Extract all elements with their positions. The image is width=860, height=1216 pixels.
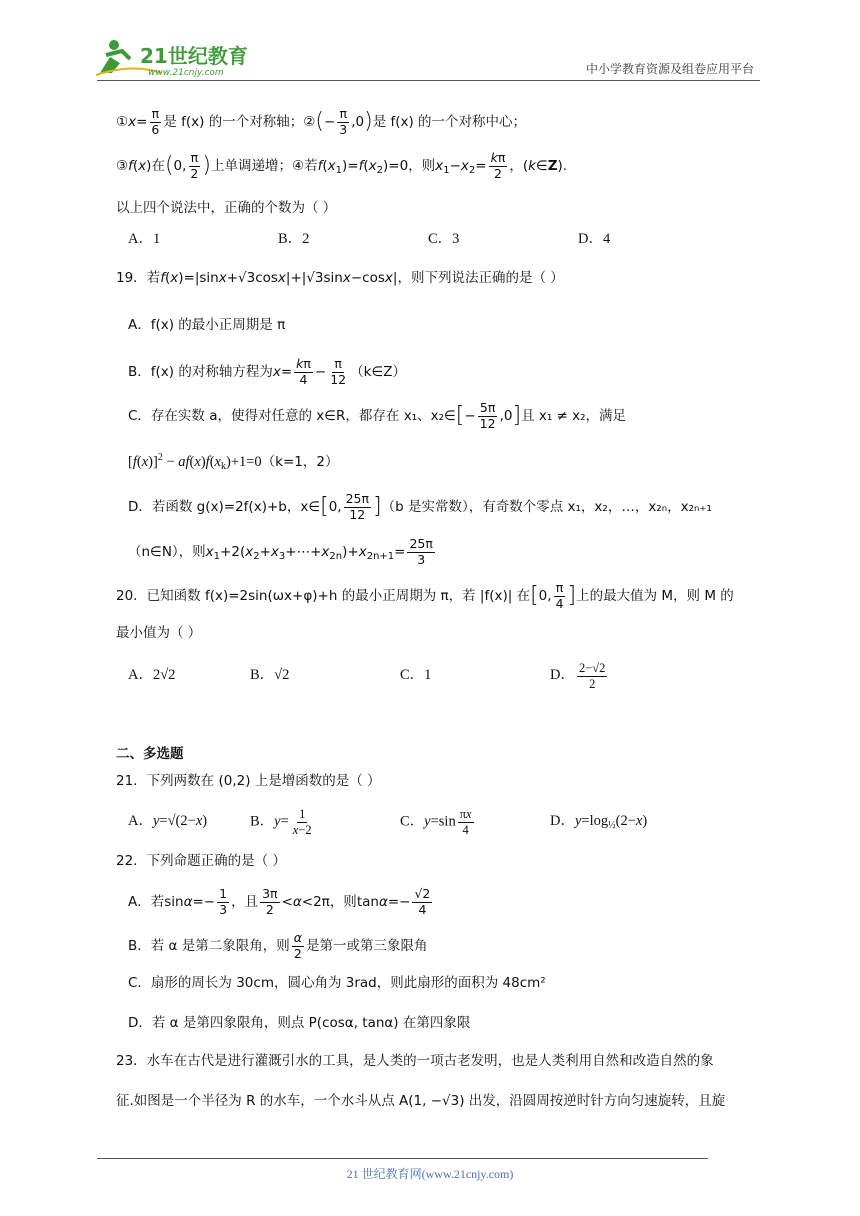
q18-options [128, 228, 728, 250]
q19-option-c[interactable]: C．存在实数 a，使得对任意的 x∈R，都存在 x₁、x₂∈[− $\frac{5\pi}{12}$ ,0]且 x₁ ≠ x₂，满足 [128, 400, 627, 431]
header-divider [97, 80, 760, 81]
logo-text: 21世纪教育 [140, 44, 248, 68]
q18-option-a[interactable]: A．1 [128, 231, 161, 247]
q22-option-b[interactable]: B．若 α 是第二象限角，则 $\frac{\alpha}{2}$ 是第一或第三象限角 [128, 930, 428, 961]
q22-option-c[interactable]: C．扇形的周长为 30cm，圆心角为 3rad，则此扇形的面积为 48cm² [128, 975, 546, 991]
q21-option-a[interactable]: A．y=√(2−x) [128, 813, 208, 830]
platform-title: 中小学教育资源及组卷应用平台 [585, 62, 754, 76]
q21-option-c[interactable]: C．y=sin $\frac{\pi x}{4}$ [400, 807, 472, 837]
q23-line-1: 23．水车在古代是进行灌溉引水的工具，是人类的一项古老发明，也是人类利用自然和改造自然的象 [116, 1053, 714, 1069]
q18-prompt: 以上四个说法中，正确的个数为（ ） [116, 200, 337, 216]
q19-option-a[interactable]: A．f(x) 的最小正周期是 π [128, 317, 286, 333]
logo [92, 33, 257, 77]
q21-option-b[interactable]: B．y= $\frac{1}{x-2}$ [250, 807, 312, 837]
q20-option-d[interactable]: D． $\frac{2-√2}{2}$ [550, 661, 606, 691]
q18-option-c[interactable]: C．3 [428, 231, 460, 247]
q19-option-c-equation: $[f(x)]^2 - af(x)f(x_k)+1=0(k=1$，2） [128, 452, 339, 472]
q18-statement-3: ③f(x)在(0, $\frac{\pi}{2}$ )上单调递增；④若$f(x_1)=f(x_2)=0$，则$x_1-x_2=$ $\frac{k\pi}{2}$ ，(k∈Z). [116, 150, 568, 181]
q18-statement-1: ①x= $\frac{\pi}{6}$ 是 f(x) 的一个对称轴；②(− $\frac{\pi}{3}$ ,0)是 f(x) 的一个对称中心； [116, 106, 527, 137]
q19-option-d-cont: （n∈N），则$x_1+2(x_2+x_3+\cdots+x_{2n})+x_{2n+1}=$ $\frac{25\pi}{3}$ [128, 536, 433, 567]
footer-divider [97, 1158, 708, 1159]
q20-option-a[interactable]: A．2√2 [128, 667, 176, 684]
logo-url: www.21cnjy.com [148, 68, 224, 77]
q23-line-2: 征.如图是一个半径为 R 的水车，一个水斗从点 A(1, −√3) 出发，沿圆周按逆时针方向匀速旋转，且旋 [116, 1093, 726, 1109]
q19-stem: 19．若f(x)=|sinx+√3cosx|+|√3sinx−cosx|，则下列说法正确的是（ ） [116, 270, 564, 286]
q19-option-d[interactable]: D．若函数 g(x)=2f(x)+b，x∈[0, $\frac{25\pi}{12}$ ]（b 是实常数），有奇数个零点 x₁，x₂，…，x₂ₙ，x₂ₙ₊₁ [128, 491, 712, 522]
q19-option-b[interactable]: B．f(x) 的对称轴方程为x= $\frac{k\pi}{4}$ − $\frac{\pi}{12}$ （k∈Z） [128, 356, 406, 387]
q20-options [128, 662, 609, 690]
q22-option-d[interactable]: D．若 α 是第四象限角，则点 P(cosα, tanα) 在第四象限 [128, 1015, 471, 1031]
q20-option-c[interactable]: C．1 [400, 667, 432, 684]
q20-stem-2: 最小值为（ ） [116, 625, 202, 641]
q22-option-a[interactable]: A．若sinα=− $\frac{1}{3}$ ，且 $\frac{3\pi}{2}$ <α<2π，则tanα=− $\frac{√2}{4}$ [128, 886, 431, 917]
q21-stem: 21．下列两数在 (0,2) 上是增函数的是（ ） [116, 773, 381, 789]
q20-option-b[interactable]: B．√2 [250, 667, 290, 684]
q21-options [128, 808, 647, 837]
q22-stem: 22．下列命题正确的是（ ） [116, 853, 286, 869]
q18-option-b[interactable]: B．2 [278, 231, 310, 247]
section-title: 二、多选题 [116, 746, 184, 762]
q20-stem: 20．已知函数 f(x)=2sin(ωx+φ)+h 的最小正周期为 π，若 |f(x)| 在[0, $\frac{\pi}{4}$ ]上的最大值为 M，则 M 的 [116, 580, 734, 611]
footer-link[interactable]: 21 世纪教育网(www.21cnjy.com) [346, 1167, 514, 1181]
q21-option-d[interactable]: D．$y=\log_{\frac{1}{2}}(2-x)$ [550, 813, 648, 832]
q18-option-d[interactable]: D．4 [578, 231, 611, 247]
